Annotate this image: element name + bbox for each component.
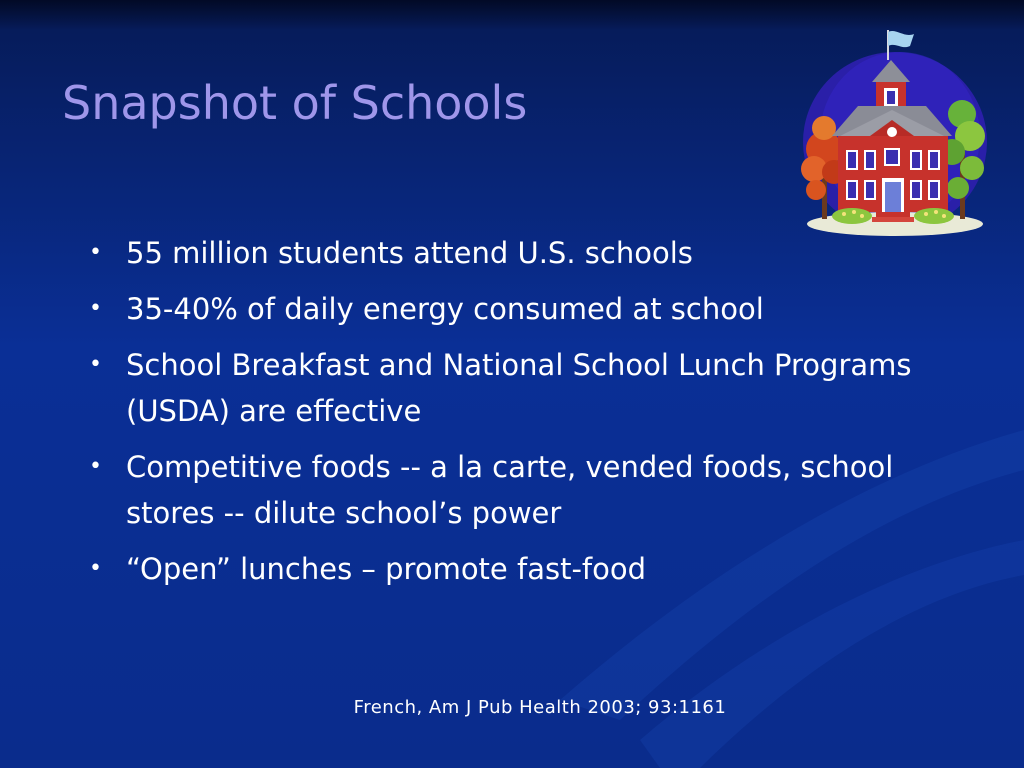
bullet-text: 35-40% of daily energy consumed at school	[126, 292, 764, 326]
bullet-text: School Breakfast and National School Lunch Programs (USDA) are effective	[126, 348, 912, 428]
bullet-marker: •	[89, 556, 102, 581]
bullet-list	[86, 230, 966, 602]
slide-title: Snapshot of Schools	[62, 76, 528, 130]
bullet-marker: •	[89, 296, 102, 321]
bullet-marker: •	[89, 454, 102, 479]
schoolhouse-illustration	[800, 24, 990, 240]
bullet-text: Competitive foods -- a la carte, vended foods, school stores -- dilute school’s power	[126, 450, 894, 530]
bullet-item	[86, 546, 966, 592]
bullet-item	[86, 286, 966, 332]
citation: French, Am J Pub Health 2003; 93:1161	[353, 697, 727, 718]
bullet-text: “Open” lunches – promote fast-food	[126, 552, 647, 586]
bullet-marker: •	[89, 352, 102, 377]
bullet-item	[86, 342, 966, 434]
bullet-marker: •	[89, 240, 102, 265]
bullet-item	[86, 230, 966, 276]
bullet-text: 55 million students attend U.S. schools	[126, 236, 693, 270]
bullet-item	[86, 444, 966, 536]
